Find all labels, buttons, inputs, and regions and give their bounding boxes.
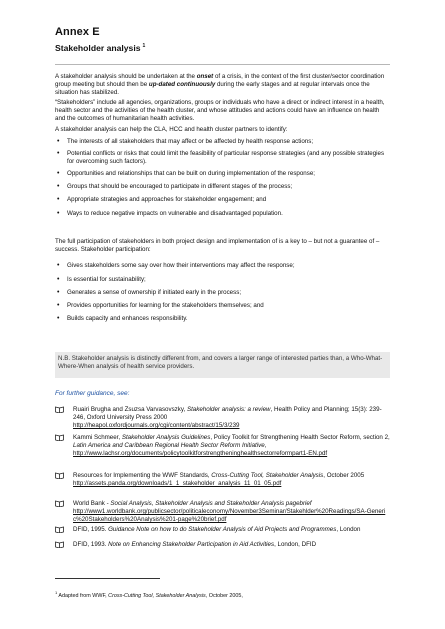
bullet-icon: • bbox=[57, 262, 60, 269]
bullet-icon: • bbox=[57, 170, 60, 177]
bullet-icon: • bbox=[57, 210, 60, 217]
guidance-heading: For further guidance, see: bbox=[55, 390, 130, 397]
annex-label: Annex E bbox=[55, 26, 100, 38]
bullet-text: Gives stakeholders some say over how their interventions may affect the response; bbox=[67, 262, 295, 269]
bullet-icon: • bbox=[57, 196, 60, 203]
book-icon bbox=[55, 434, 64, 441]
bullet-icon: • bbox=[57, 289, 60, 296]
bullet-text: The interests of all stakeholders that may affect or be affected by health response actions; bbox=[67, 138, 314, 145]
note-box: N.B. Stakeholder analysis is distinctly different from, and covers a larger range of interested parties than, a Who-What-Where-When analysis of health service providers. bbox=[55, 352, 390, 378]
book-icon bbox=[55, 472, 64, 479]
reference-text: World Bank - Social Analysis, Stakeholder Analysis and Stakeholder Analysis pagebrief http://www1.worldbank.org/publicsector/politicaleconomy/November3Seminar/Stakehlder%20Readings/SA-Generic%20Stakeholders%20Analysis%201-page%20brief.pdf bbox=[73, 500, 386, 523]
intro-paragraph: A stakeholder analysis should be undertaken at the onset of a crisis, in the context of the first cluster/sector coordination group meeting but should then be up-dated continuously during the early stages and at regular intervals once the situation has stabilized. bbox=[55, 73, 385, 97]
book-icon bbox=[55, 526, 64, 533]
footnote: $^1$ Adapted from WWF, Cross-Cutting Tool, Stakeholder Analysis, October 2005, bbox=[55, 590, 243, 599]
participation-intro: The full participation of stakeholders in both project design and implementation of is a key to – but not a guarantee of – success. Stakeholder participation: bbox=[55, 238, 380, 254]
reference-link[interactable]: http://www1.worldbank.org/publicsector/politicaleconomy/November3Seminar/Stakehlder%20Readings/SA-Generic%20Stakeholders%20Analysis%201-page%20brief.pdf bbox=[73, 508, 386, 523]
divider bbox=[55, 64, 390, 65]
reference-link[interactable]: http://assets.panda.org/downloads/1_1_stakeholder_analysis_11_01_05.pdf bbox=[73, 480, 282, 487]
bullet-icon: • bbox=[57, 183, 60, 190]
bullet-icon: • bbox=[57, 150, 60, 157]
title-footnote-mark: 1 bbox=[142, 43, 146, 50]
bullet-text: Provides opportunities for learning for the stakeholders themselves; and bbox=[67, 302, 264, 309]
definition-paragraph: “Stakeholders” include all agencies, organizations, groups or individuals who have a direct or indirect interest in a health, health sector and the activities of the health cluster, and whose attitudes and actions could have an influence on health and the outcomes of humanitarian health activities. bbox=[55, 99, 385, 123]
bullet-icon: • bbox=[57, 138, 60, 145]
book-icon bbox=[55, 406, 64, 413]
bullet-icon: • bbox=[57, 276, 60, 283]
bullet-text: Generates a sense of ownership if initiated early in the process; bbox=[67, 289, 242, 296]
footnote-separator bbox=[55, 578, 160, 579]
page-title bbox=[55, 43, 145, 53]
reference-text: DFID, 1993. Note on Enhancing Stakeholder Participation in Aid Activities, London, DFID bbox=[73, 541, 317, 548]
reference-text: Ruairi Brugha and Zsuzsa Varvasovszky, Stakeholder analysis: a review, Health Policy and Planning; 15(3): 239-246, Oxford University Press 2000 http://heapol.oxfordjournals.org/cgi/content/abstract/15/3/239 bbox=[73, 406, 382, 429]
reference-text: Resources for Implementing the WWF Standards, Cross-Cutting Tool, Stakeholder Analysis, October 2005 http://assets.panda.org/downloads/1_1_stakeholder_analysis_11_01_05.pdf bbox=[73, 472, 365, 487]
bullet-text: Appropriate strategies and approaches for stakeholder engagement; and bbox=[67, 196, 267, 203]
reference-text: Kammi Schmeer, Stakeholder Analysis Guidelines, Policy Toolkit for Strengthening Health Sector Reform, section 2, Latin America and Caribbean Regional Health Sector Reform Initiative, http://www.lachsr.org/documents/policytoolkitforstrengtheninghealthsectorreformpart1-EN.pdf bbox=[73, 434, 390, 457]
reference-link[interactable]: http://www.lachsr.org/documents/policytoolkitforstrengtheninghealthsectorreformpart1-EN.pdf bbox=[73, 450, 328, 457]
book-icon bbox=[55, 541, 64, 548]
title-text: Stakeholder analysis bbox=[55, 43, 141, 53]
book-icon bbox=[55, 500, 64, 507]
bullet-text: Ways to reduce negative impacts on vulnerable and disadvantaged population. bbox=[67, 210, 283, 217]
reference-link[interactable]: http://heapol.oxfordjournals.org/cgi/content/abstract/15/3/239 bbox=[73, 422, 240, 429]
bullet-icon: • bbox=[57, 302, 60, 309]
bullet-text: Builds capacity and enhances responsibility. bbox=[67, 315, 188, 322]
identify-intro: A stakeholder analysis can help the CLA, HCC and health cluster partners to identify: bbox=[55, 126, 288, 133]
bullet-text: Potential conflicts or risks that could limit the feasibility of particular response strategies (and any possible strategies for overcoming such factors). bbox=[67, 150, 385, 166]
bullet-icon: • bbox=[57, 315, 60, 322]
bullet-text: Is essential for sustainability; bbox=[67, 276, 146, 283]
bullet-text: Groups that should be encouraged to participate in different stages of the process; bbox=[67, 183, 293, 190]
bullet-text: Opportunities and relationships that can be built on during implementation of the response; bbox=[67, 170, 315, 177]
reference-text: DFID, 1995. Guidance Note on how to do Stakeholder Analysis of Aid Projects and Programmes, London bbox=[73, 526, 361, 533]
